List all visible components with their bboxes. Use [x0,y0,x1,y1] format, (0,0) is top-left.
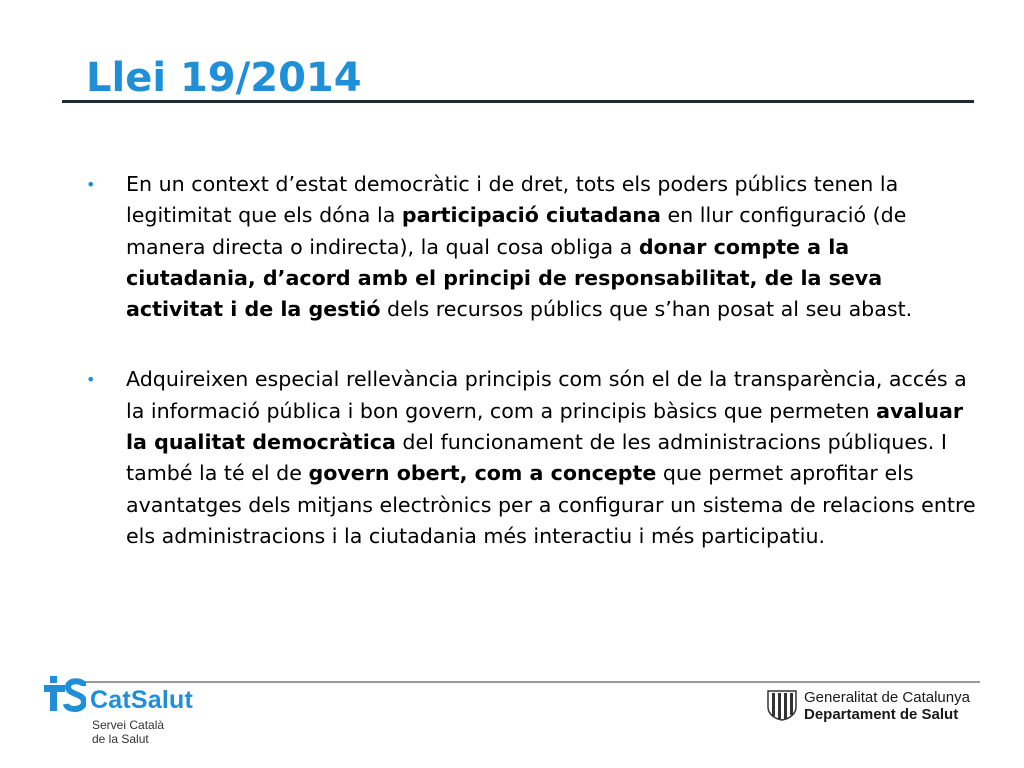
bullet-text [126,367,976,547]
catsalut-name: CatSalut [90,686,194,714]
slide-content [86,169,986,552]
bullet-item [86,169,986,325]
bullet-item [86,364,986,552]
bullet-emphasis: avaluar la qualitat democràtica [126,398,964,455]
catsalut-logo-icon [44,676,86,716]
department-name: Departament de Salut [804,706,959,723]
bullet-segment: En un context d’estat democràtic i de dret, tots els poders públics tenen la legitimitat que els dóna la [126,172,899,228]
catsalut-logo [44,674,264,754]
catsalut-subtitle-line1: Servei Català [92,718,165,732]
bullet-segment: dels recursos públics que s’han posat al seu abast. [380,297,913,322]
bullet-emphasis: participació ciutadana [401,203,661,228]
title-underline [62,100,974,103]
bullet-icon: • [86,175,96,194]
bullet-segment: del funcionament de les administracions públiques. I també la té el de [126,430,947,486]
generalitat-coat-of-arms-icon [766,689,798,721]
bullet-emphasis: govern obert, com a concepte [308,461,657,486]
bullet-segment: Adquireixen especial rellevància principis com són el de la transparència, accés a la informació pública i bon govern, com a principis bàsics que permeten [126,367,967,423]
slide-title: Llei 19/2014 [86,55,362,101]
bullet-segment: que permet aprofitar els avantatges dels mitjans electrònics per a configurar un sistema de relacions entre els administracions i la ciutadania més interactiu i més participatiu. [126,461,976,548]
generalitat-logo [766,689,1006,725]
bullet-emphasis: donar compte a la ciutadania, d’acord amb el principi de responsabilitat, de la seva activitat i de la gestió [126,234,883,322]
bullet-icon: • [86,370,96,390]
catsalut-subtitle-line2: de la Salut [92,732,149,746]
catsalut-subtitle [92,718,164,746]
bullet-text [126,172,912,321]
generalitat-name: Generalitat de Catalunya [804,689,970,706]
bullet-segment: en llur configuració (de manera directa o indirecta), la qual cosa obliga a [126,203,907,259]
